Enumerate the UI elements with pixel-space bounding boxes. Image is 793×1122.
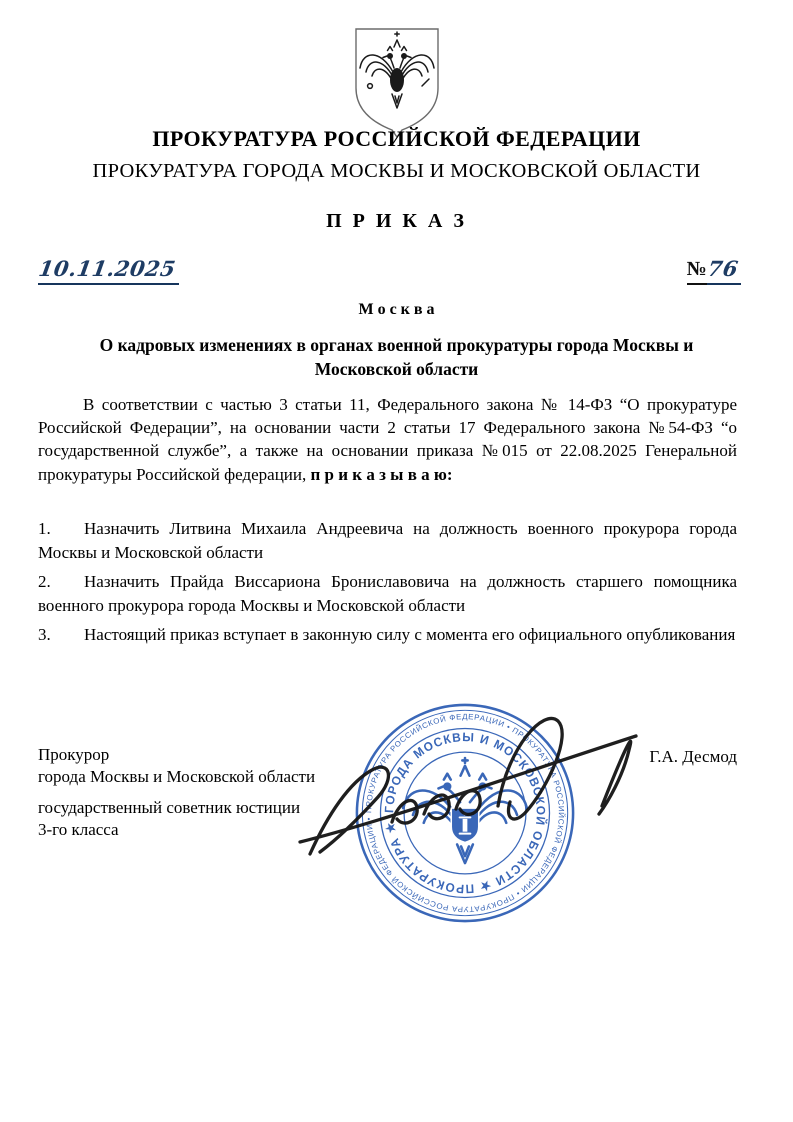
preamble-text: В соответствии с частью 3 статьи 11, Федерального закона № 14-ФЗ “О прокуратуре Российской Федерации”, на основании части 2 статьи 17 Федерального закона №54-ФЗ “о государственной службе”, а также на основании приказа №015 от 22.08.2025 Генеральной прокуратуры Российской федерации, [38,395,737,484]
order-text: Назначить Прайда Виссариона Брониславовича на должность старшего помощника военного прокурора города Москвы и Московской области [38,572,737,615]
order-number: 2. [38,572,51,591]
document-number [687,256,741,285]
order-item-1 [38,517,737,564]
rank-line-2: 3-го класса [38,820,119,839]
order-number: 3. [38,625,51,644]
preamble-paragraph [38,393,737,486]
order-text: Назначить Литвина Михаила Андреевича на должность военного прокурора города Москвы и Московской области [38,519,737,562]
position-line-2: города Москвы и Московской области [38,767,316,786]
prikazyvayu-keyword: п р и к а з ы в а ю: [310,464,453,484]
orders-list [38,517,737,653]
stamp-outer-ring-text: ПРОКУРАТУРА РОССИЙСКОЙ ФЕДЕРАЦИИ • ПРОКУРАТУРА РОССИЙСКОЙ ФЕДЕРАЦИИ • ПРОКУРАТУРА РОССИЙСКОЙ ФЕДЕРАЦИИ • [364,712,566,914]
number-sign: № [687,258,707,285]
issue-city: М о с к в а [358,301,435,318]
position-line-1: Прокурор [38,745,110,764]
org-title-secondary: ПРОКУРАТУРА ГОРОДА МОСКВЫ И МОСКОВСКОЙ ОБЛАСТИ [92,160,701,182]
subject-title: О кадровых изменениях в органах военной прокуратуры города Москвы и Московской области [99,335,694,379]
document-date: 10.11.2025 [38,256,179,285]
rank-line-1: государственный советник юстиции [38,798,301,817]
stamp-inner-ring-text: ГОРОДА МОСКВЫ И МОСКОВСКОЙ ОБЛАСТИ ★ ПРОКУРАТУРА ★ [382,730,548,896]
document-type-title: П Р И К А З [326,210,467,232]
signature-block [0,694,793,974]
meta-row [38,256,741,285]
order-text: Настоящий приказ вступает в законную силу с момента его официального опубликования [84,625,736,644]
signer-name: Г.А. Десмод [649,747,737,766]
order-item-3 [38,623,737,647]
signature-scrawl [296,702,646,870]
order-item-2 [38,570,737,617]
number-value: 76 [707,256,741,285]
org-title-primary: ПРОКУРАТУРА РОССИЙСКОЙ ФЕДЕРАЦИИ [152,126,641,151]
signer-position [38,744,315,841]
order-number: 1. [38,519,51,538]
